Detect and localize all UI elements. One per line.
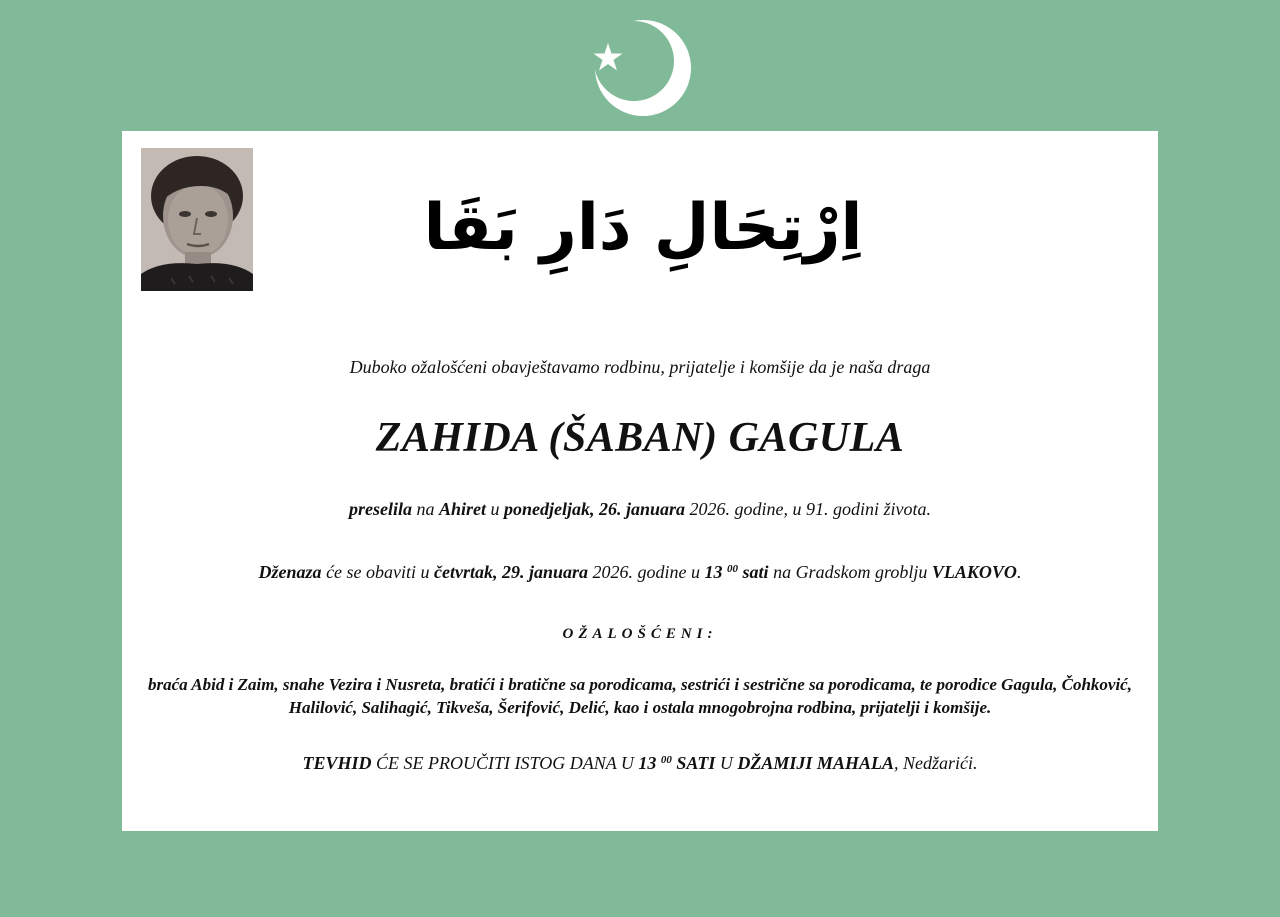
death-date: ponedjeljak, 26. januara bbox=[503, 499, 686, 519]
intro-text: Duboko ožalošćeni obavještavamo rodbinu, prijatelje i komšije da je naša draga bbox=[349, 357, 931, 377]
arabic-calligraphy bbox=[423, 153, 863, 288]
funeral-time: 13 $^{00}$ sati bbox=[704, 562, 769, 582]
mourners-heading: OŽALOŠĆENI: bbox=[562, 626, 718, 642]
obituary-card bbox=[122, 131, 1158, 831]
tevhid-time: 13 $^{00}$ SATI bbox=[638, 753, 716, 773]
funeral-announcement: Dženaza će se obaviti u četvrtak, 29. januara 2026. godine u 13 $^{00}$ sati na Gradskom groblju VLAKOVO. bbox=[258, 562, 1022, 582]
funeral-date: četvrtak, 29. januara bbox=[434, 562, 589, 582]
calligraphy-text: اِرْتِحَالِ دَارِ بَقَا bbox=[423, 191, 863, 265]
death-place: Ahiret bbox=[438, 499, 486, 519]
mosque-name: DŽAMIJI MAHALA bbox=[737, 753, 894, 773]
death-verb: preselila bbox=[348, 499, 412, 519]
death-announcement: preselila na Ahiret u ponedjeljak, 26. januara 2026. godine, u 91. godini života. bbox=[348, 499, 932, 519]
deceased-name: ZAHIDA (ŠABAN) GAGULA bbox=[375, 415, 905, 461]
tevhid-label: TEVHID bbox=[302, 753, 372, 773]
cemetery-name: VLAKOVO bbox=[931, 562, 1017, 582]
portrait-photo bbox=[141, 148, 253, 291]
mourners-list: braća Abid i Zaim, snahe Vezira i Nusreta, bratići i bratične sa porodicama, sestrići i sestrične sa porodicama, te porodice Gagula, Čohković, Halilović, Salihagić, Tikveša, Šerifović, Delić, kao i ostala mnogobrojna rodbina, prijatelji i komšije. bbox=[148, 675, 1132, 717]
crescent-and-star-icon bbox=[588, 18, 694, 118]
tevhid-announcement: TEVHID ĆE SE PROUČITI ISTOG DANA U 13 $^{00}$ SATI U DŽAMIJI MAHALA, Nedžarići. bbox=[302, 753, 978, 773]
funeral-label: Dženaza bbox=[258, 562, 322, 582]
